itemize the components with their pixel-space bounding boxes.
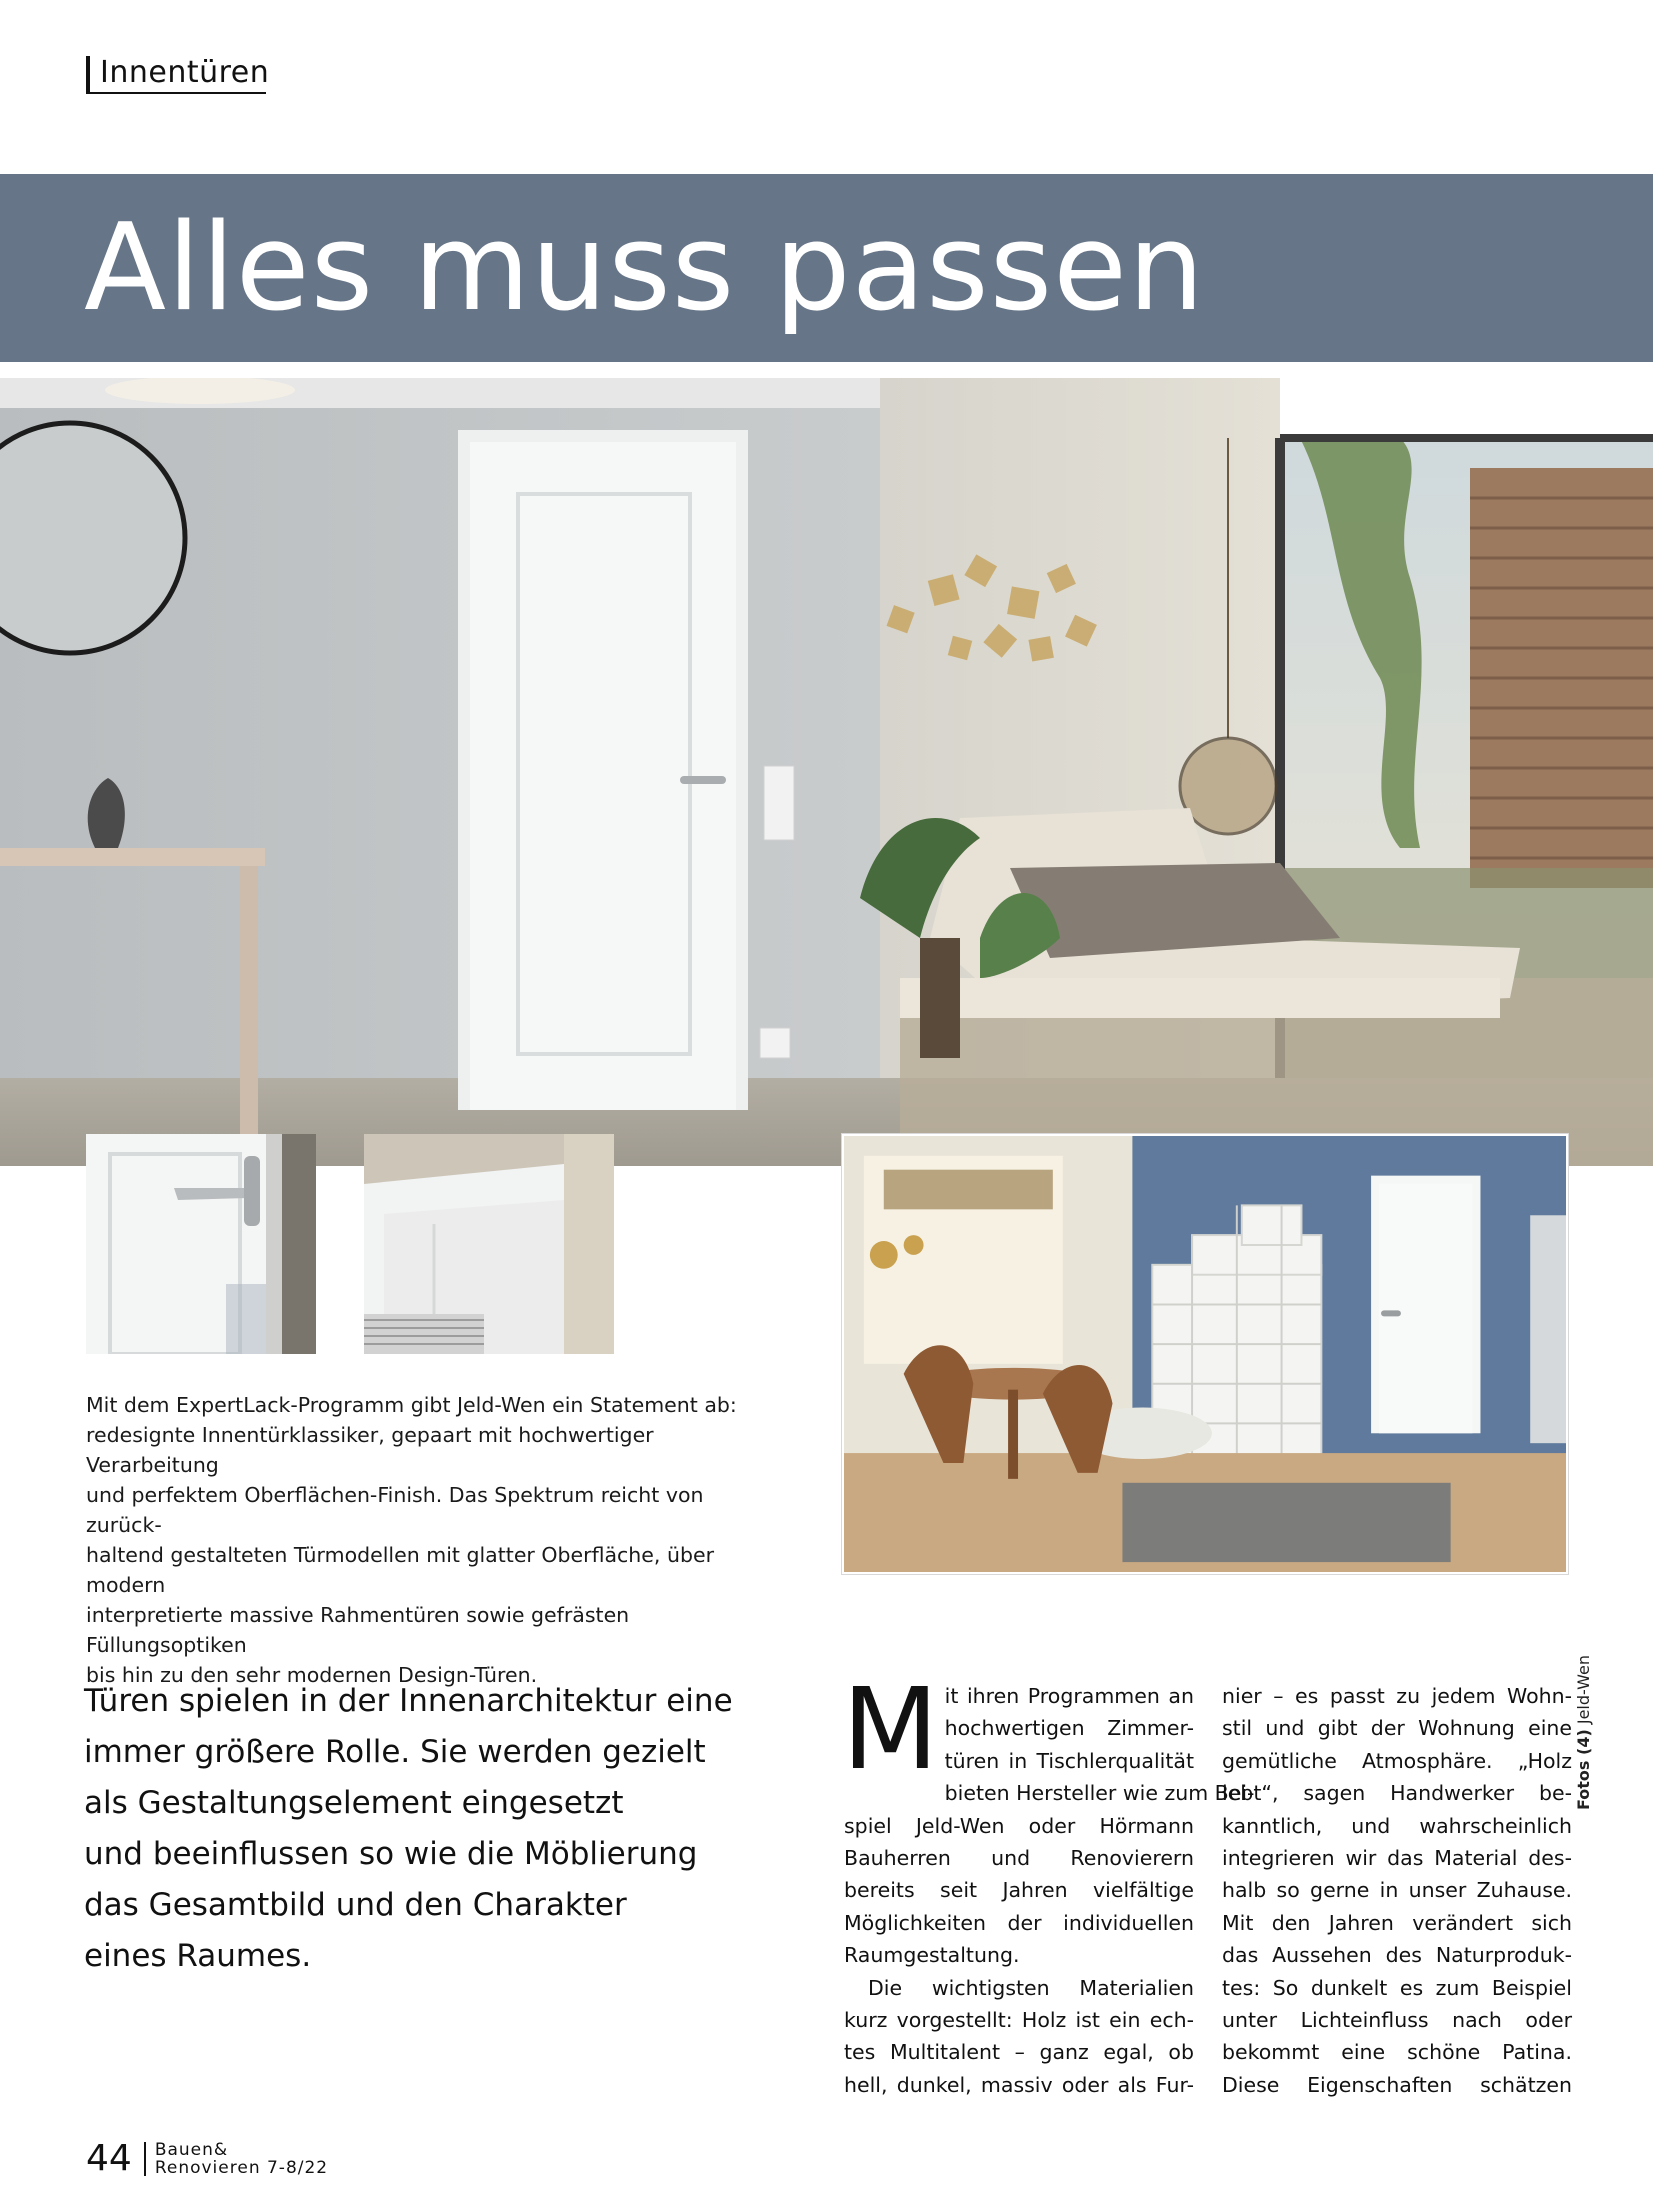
hero-photo: [0, 378, 1653, 1166]
lead-line: das Gesamtbild und den Charakter: [84, 1887, 627, 1923]
magazine-name: [155, 2141, 328, 2177]
body-line: tes: So dunkelt es zum Beispiel: [1222, 1975, 1572, 2000]
door-panel-detail-photo: [364, 1134, 614, 1354]
lead-paragraph: [84, 1676, 764, 1982]
body-line: spiel Jeld-Wen oder Hörmann: [844, 1813, 1194, 1838]
body-line: gemütliche Atmosphäre. „Holz: [1222, 1748, 1572, 1773]
lead-line: eines Raumes.: [84, 1938, 312, 1974]
page-number: 44: [86, 2138, 132, 2179]
body-line: Mit den Jahren verändert sich: [1222, 1910, 1572, 1935]
body-line: bieten Hersteller wie zum Bei-: [944, 1781, 1255, 1806]
caption-line: redesignte Innentürklassiker, gepaart mit hochwertiger Verarbeitung: [86, 1423, 654, 1477]
photo-credit-label: Fotos (4): [1574, 1729, 1593, 1810]
body-line: lebt“, sagen Handwerker be-: [1222, 1781, 1572, 1806]
page-footer: [86, 2136, 328, 2182]
body-line: nier – es passt zu jedem Wohn-: [1222, 1684, 1572, 1708]
body-column-2: [1222, 1680, 1572, 2101]
photo-caption: [86, 1390, 776, 1690]
headline: Alles muss passen: [84, 199, 1206, 338]
photo-credit-source: Jeld-Wen: [1574, 1654, 1593, 1725]
body-line: bekommt eine schöne Patina.: [1222, 2040, 1572, 2065]
footer-divider: [144, 2142, 146, 2176]
body-line: türen in Tischlerqualität: [944, 1748, 1194, 1773]
body-line: Diese Eigenschaften schätzen: [1222, 2072, 1572, 2097]
body-line: Die wichtigsten Materialien: [868, 1975, 1194, 2000]
lead-line: und beeinflussen so wie die Möblierung: [84, 1836, 698, 1872]
body-line: bereits seit Jahren vielfältige: [844, 1878, 1194, 1903]
drop-cap: M: [842, 1665, 939, 1795]
body-line: integrieren wir das Material des-: [1222, 1846, 1572, 1871]
body-line: it ihren Programmen an: [944, 1684, 1194, 1708]
title-band: [0, 174, 1653, 362]
body-line: Möglichkeiten der individuellen: [844, 1910, 1194, 1935]
caption-line: haltend gestalteten Türmodellen mit glatter Oberfläche, über modern: [86, 1543, 714, 1597]
caption-line: Mit dem ExpertLack-Programm gibt Jeld-Wen ein Statement ab:: [86, 1393, 737, 1417]
body-line: Bauherren und Renovierern: [844, 1846, 1194, 1871]
lead-line: immer größere Rolle. Sie werden gezielt: [84, 1734, 706, 1770]
section-tag: Innentüren: [86, 56, 266, 94]
body-line: unter Lichteinfluss nach oder: [1222, 2008, 1572, 2033]
body-line: kanntlich, und wahrscheinlich: [1222, 1813, 1572, 1838]
body-line: hochwertigen Zimmer-: [944, 1716, 1194, 1741]
body-line: stil und gibt der Wohnung eine: [1222, 1716, 1572, 1741]
body-line: Raumgestaltung.: [844, 1943, 1020, 1968]
body-line: hell, dunkel, massiv oder als Fur-: [844, 2072, 1194, 2097]
body-line: kurz vorgestellt: Holz ist ein ech-: [844, 2008, 1194, 2033]
living-room-photo: [842, 1134, 1568, 1574]
magazine-line-1: Bauen&: [154, 2140, 229, 2160]
caption-line: bis hin zu den sehr modernen Design-Türen.: [86, 1663, 538, 1687]
body-line: das Aussehen des Naturproduk-: [1222, 1943, 1572, 1968]
body-line: tes Multitalent – ganz egal, ob: [844, 2040, 1194, 2065]
body-line: halb so gerne in unser Zuhause.: [1222, 1878, 1572, 1903]
photo-credit: [1574, 1558, 1653, 1810]
body-column-1: [842, 1665, 1255, 2101]
caption-line: interpretierte massive Rahmentüren sowie gefrästen Füllungsoptiken: [86, 1603, 630, 1657]
lead-line: Türen spielen in der Innenarchitektur eine: [84, 1683, 733, 1719]
caption-line: und perfektem Oberflächen-Finish. Das Spektrum reicht von zurück-: [86, 1483, 704, 1537]
magazine-line-2: Renovieren 7-8/22: [154, 2158, 329, 2178]
door-handle-detail-photo: [86, 1134, 316, 1354]
lead-line: als Gestaltungselement eingesetzt: [84, 1785, 624, 1821]
